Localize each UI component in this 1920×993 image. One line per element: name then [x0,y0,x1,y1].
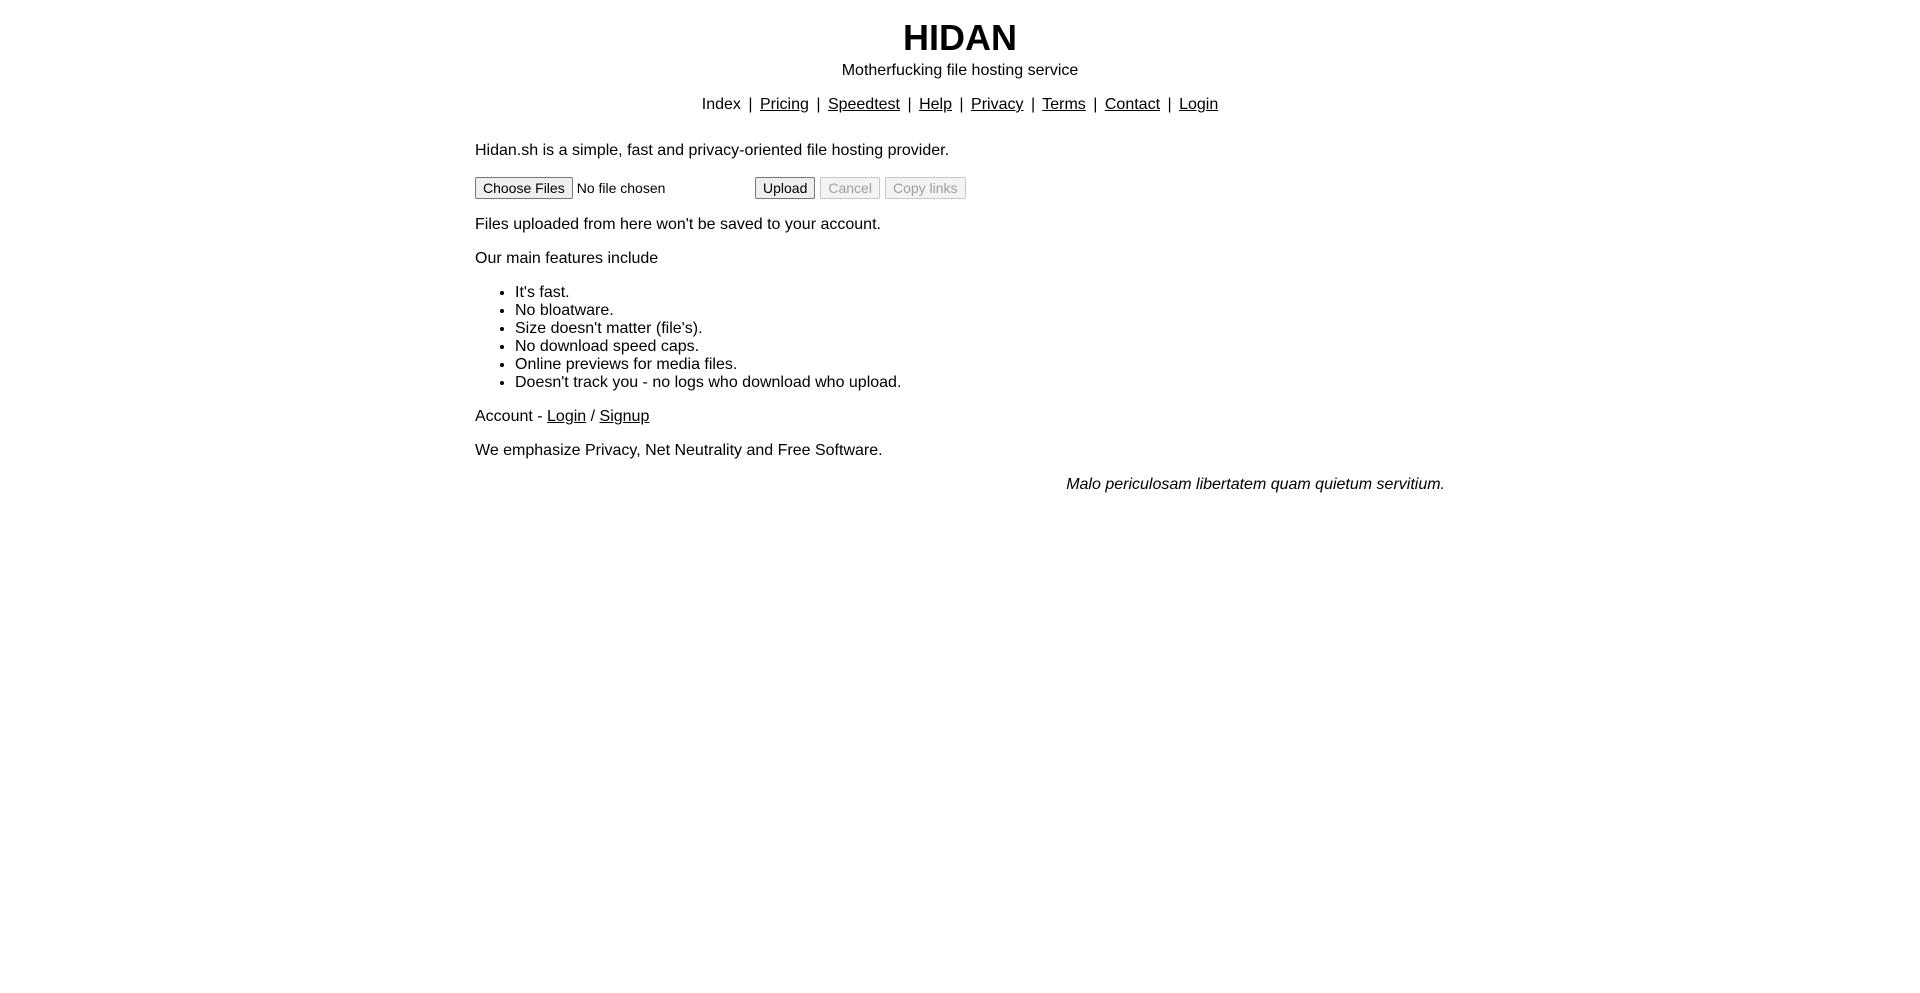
cancel-button: Cancel [820,177,880,199]
account-prefix: Account - [475,408,548,425]
feature-item: • Size doesn't matter (file's). [515,320,1445,338]
nav-index: Index [701,96,741,113]
file-status-text: No file chosen [576,180,666,196]
nav-terms-link[interactable]: Terms [1042,96,1086,113]
nav-pricing-link[interactable]: Pricing [759,96,809,113]
nav-separator: | [1030,96,1036,113]
account-slash: / [586,408,600,425]
feature-item: • No download speed caps. [515,338,1445,356]
feature-item: • No bloatware. [515,302,1445,320]
upload-button[interactable]: Upload [755,177,815,199]
nav-contact-link[interactable]: Contact [1104,96,1161,113]
main-nav [475,96,1445,114]
site-title: HIDAN [903,17,1017,58]
nav-login-link[interactable]: Login [1179,96,1219,113]
nav-separator: | [748,96,753,113]
page-container [475,0,1445,494]
site-tagline: Motherfucking file hosting service [841,62,1079,79]
main-content [475,142,1445,494]
file-picker [475,177,755,199]
nav-separator: | [816,96,821,113]
site-header [475,0,1445,114]
nav-separator: | [907,96,912,113]
emphasis-text: We emphasize Privacy, Net Neutrality and Free Software. [475,442,883,459]
nav-help-link[interactable]: Help [919,96,952,113]
nav-separator: | [1093,96,1098,113]
feature-item: • Online previews for media files. [515,356,1445,374]
account-login-link[interactable]: Login [547,408,587,425]
account-signup-link[interactable]: Signup [599,408,650,425]
intro-text: Hidan.sh is a simple, fast and privacy-oriented file hosting provider. [475,142,950,159]
features-heading: Our main features include [475,250,659,267]
nav-separator: | [959,96,964,113]
feature-item: • Doesn't track you - no logs who download who upload. [515,374,1445,392]
choose-files-button[interactable]: Choose Files [475,177,573,199]
motto-text: Malo periculosam libertatem quam quietum servitium. [1066,476,1445,493]
feature-item: • It's fast. [515,284,1445,302]
upload-note: Files uploaded from here won't be saved to your account. [475,216,881,233]
nav-speedtest-link[interactable]: Speedtest [827,96,900,113]
nav-separator: | [1167,96,1172,113]
upload-form [475,177,1445,199]
copy-links-button: Copy links [885,177,966,199]
features-list [475,284,1445,392]
account-line [475,408,1445,426]
nav-privacy-link[interactable]: Privacy [971,96,1024,113]
